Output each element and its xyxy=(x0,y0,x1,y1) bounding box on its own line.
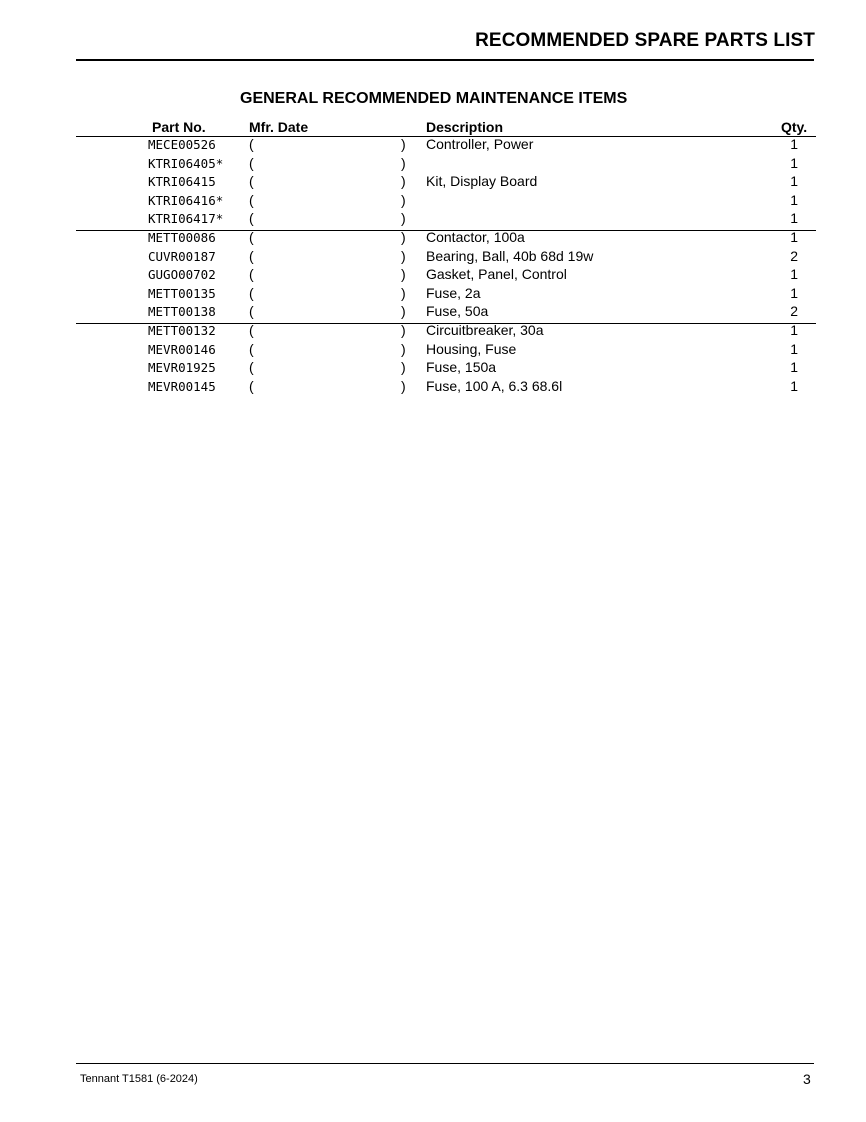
table-row xyxy=(0,322,866,341)
mfr-date-close-paren: ) xyxy=(401,359,406,376)
part-number: MECE00526 xyxy=(148,137,216,152)
part-quantity: 1 xyxy=(790,154,798,171)
part-number: GUGO00702 xyxy=(148,267,216,283)
mfr-date-open-paren: ( xyxy=(249,284,254,301)
mfr-date-open-paren: ( xyxy=(249,228,254,245)
part-quantity: 1 xyxy=(790,191,798,208)
table-row xyxy=(0,173,866,192)
column-header-part-no: Part No. xyxy=(152,119,206,135)
part-number: MEVR00146 xyxy=(148,341,216,357)
mfr-date-open-paren: ( xyxy=(249,191,254,208)
mfr-date-close-paren: ) xyxy=(401,154,406,171)
part-description: Fuse, 50a xyxy=(426,303,489,320)
title-divider xyxy=(76,59,814,61)
part-quantity: 1 xyxy=(790,210,798,227)
mfr-date-close-paren: ) xyxy=(401,377,406,394)
part-quantity: 1 xyxy=(790,266,798,283)
mfr-date-open-paren: ( xyxy=(249,210,254,227)
part-description: Circuitbreaker, 30a xyxy=(426,321,544,338)
table-row xyxy=(0,341,866,360)
table-row xyxy=(0,136,866,155)
mfr-date-close-paren: ) xyxy=(401,340,406,357)
table-row xyxy=(0,266,866,285)
part-description: Contactor, 100a xyxy=(426,228,525,245)
footer-divider xyxy=(76,1063,814,1064)
part-quantity: 2 xyxy=(790,247,798,264)
mfr-date-close-paren: ) xyxy=(401,247,406,264)
part-number: CUVR00187 xyxy=(148,248,216,264)
part-description: Controller, Power xyxy=(426,136,534,152)
mfr-date-close-paren: ) xyxy=(401,284,406,301)
table-row xyxy=(0,285,866,304)
table-row xyxy=(0,378,866,397)
part-number: KTRI06416* xyxy=(148,192,224,208)
mfr-date-close-paren: ) xyxy=(401,173,406,190)
part-number: KTRI06405* xyxy=(148,155,224,171)
part-description: Fuse, 2a xyxy=(426,284,481,301)
part-quantity: 1 xyxy=(790,340,798,357)
mfr-date-open-paren: ( xyxy=(249,247,254,264)
column-header-description: Description xyxy=(426,119,504,135)
table-row xyxy=(0,303,866,322)
part-description: Gasket, Panel, Control xyxy=(426,266,567,283)
mfr-date-close-paren: ) xyxy=(401,321,406,338)
table-row xyxy=(0,359,866,378)
part-description: Fuse, 150a xyxy=(426,359,497,376)
part-quantity: 1 xyxy=(790,359,798,376)
section-heading: GENERAL RECOMMENDED MAINTENANCE ITEMS xyxy=(240,90,628,107)
part-description: Fuse, 100 A, 6.3 68.6l xyxy=(426,377,563,394)
mfr-date-close-paren: ) xyxy=(401,191,406,208)
part-quantity: 1 xyxy=(790,284,798,301)
mfr-date-close-paren: ) xyxy=(401,266,406,283)
table-row xyxy=(0,210,866,229)
mfr-date-open-paren: ( xyxy=(249,303,254,320)
part-quantity: 1 xyxy=(790,228,798,245)
mfr-date-close-paren: ) xyxy=(401,228,406,245)
part-quantity: 1 xyxy=(790,136,798,152)
part-number: KTRI06415 xyxy=(148,174,216,190)
mfr-date-open-paren: ( xyxy=(249,154,254,171)
footer-page-number: 3 xyxy=(803,1071,811,1087)
part-description: Bearing, Ball, 40b 68d 19w xyxy=(426,247,594,264)
part-number: METT00132 xyxy=(148,322,216,338)
mfr-date-open-paren: ( xyxy=(249,377,254,394)
table-row xyxy=(0,229,866,248)
mfr-date-open-paren: ( xyxy=(249,266,254,283)
column-header-qty: Qty. xyxy=(781,119,808,135)
table-row xyxy=(0,155,866,174)
table-row xyxy=(0,192,866,211)
part-number: MEVR01925 xyxy=(148,360,216,376)
column-header-mfr-date: Mfr. Date xyxy=(249,119,309,135)
part-quantity: 1 xyxy=(790,321,798,338)
footer-document-id: Tennant T1581 (6-2024) xyxy=(80,1073,198,1085)
part-quantity: 1 xyxy=(790,173,798,190)
part-quantity: 2 xyxy=(790,303,798,320)
mfr-date-close-paren: ) xyxy=(401,136,406,152)
part-description: Kit, Display Board xyxy=(426,173,538,190)
part-number: MEVR00145 xyxy=(148,378,216,394)
part-number: METT00138 xyxy=(148,304,216,320)
mfr-date-close-paren: ) xyxy=(401,303,406,320)
mfr-date-open-paren: ( xyxy=(249,321,254,338)
part-number: KTRI06417* xyxy=(148,211,224,227)
part-number: METT00086 xyxy=(148,229,216,245)
mfr-date-open-paren: ( xyxy=(249,173,254,190)
part-quantity: 1 xyxy=(790,377,798,394)
table-row xyxy=(0,248,866,267)
part-description: Housing, Fuse xyxy=(426,340,517,357)
page-title: RECOMMENDED SPARE PARTS LIST xyxy=(475,30,815,51)
parts-table xyxy=(0,136,866,396)
mfr-date-open-paren: ( xyxy=(249,340,254,357)
mfr-date-open-paren: ( xyxy=(249,359,254,376)
mfr-date-close-paren: ) xyxy=(401,210,406,227)
mfr-date-open-paren: ( xyxy=(249,136,254,152)
part-number: METT00135 xyxy=(148,285,216,301)
